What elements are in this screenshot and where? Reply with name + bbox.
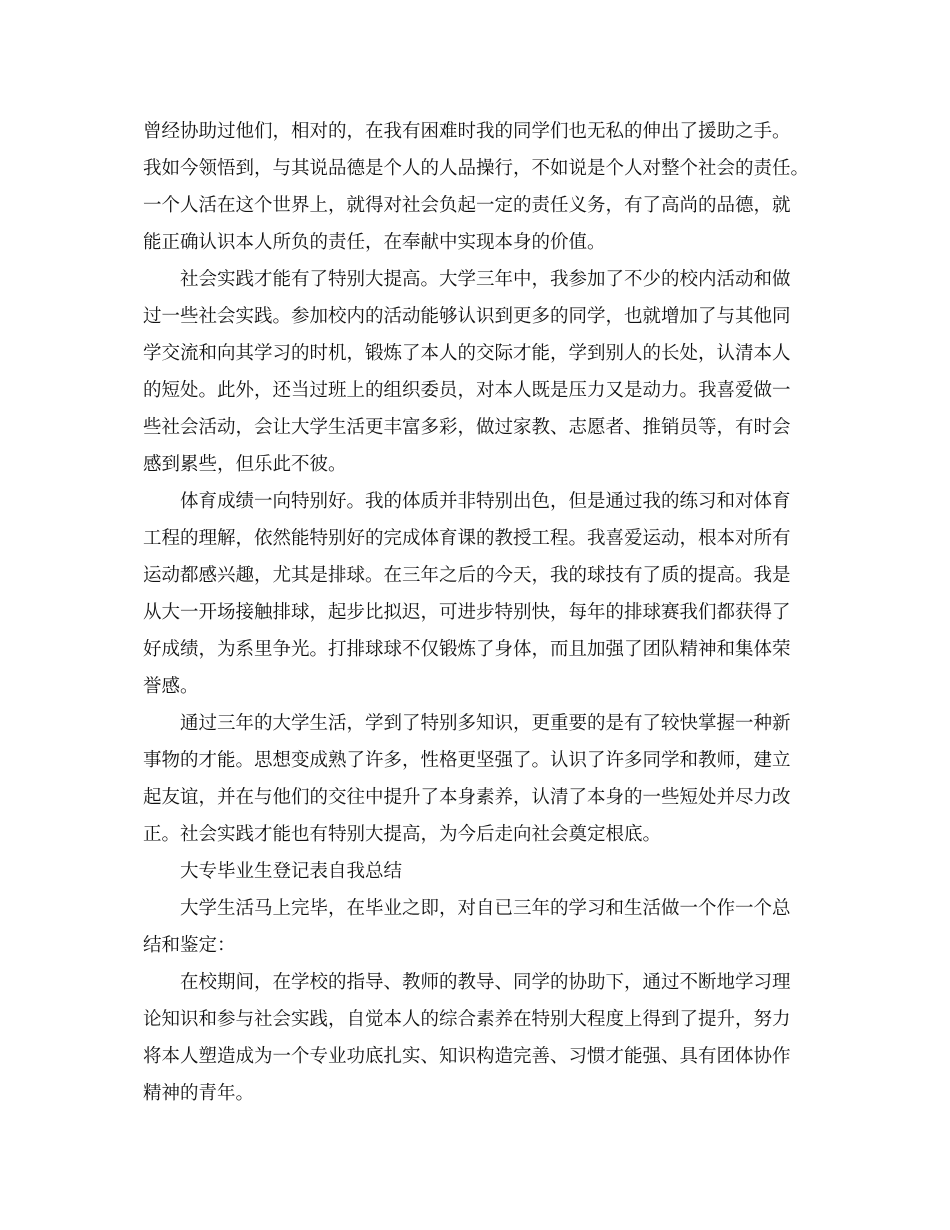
text-line: 曾经协助过他们，相对的，在我有困难时我的同学们也无私的伸出了援助之手。 [143,121,791,142]
paragraph-7 [143,964,813,1112]
text-line: 结和鉴定： [143,935,236,956]
text-line: 一个人活在这个世界上，就得对社会负起一定的责任义务，有了高尚的品德，就 [143,195,791,216]
paragraph-2 [143,261,813,483]
text-line: 通过三年的大学生活，学到了特别多知识，更重要的是有了较快掌握一种新 [180,713,791,734]
heading-text: 大专毕业生登记表自我总结 [180,861,403,882]
text-line: 我如今领悟到，与其说品德是个人的人品操行，不如说是个人对整个社会的责任。 [143,158,810,179]
text-line: 能正确认识本人所负的责任，在奉献中实现本身的价值。 [143,232,606,253]
text-line: 大学生活马上完毕，在毕业之即，对自已三年的学习和生活做一个作一个总 [180,898,791,919]
text-line: 工程的理解，依然能特别好的完成体育课的教授工程。我喜爱运动，根本对所有 [143,528,791,549]
text-line: 感到累些，但乐此不彼。 [143,454,347,475]
text-line: 社会实践才能有了特别大提高。大学三年中，我参加了不少的校内活动和做 [180,269,791,290]
paragraph-1 [143,113,813,261]
text-line: 的短处。此外，还当过班上的组织委员，对本人既是压力又是动力。我喜爱做一 [143,380,791,401]
text-line: 将本人塑造成为一个专业功底扎实、知识构造完善、习惯才能强、具有团体协作 [143,1046,791,1067]
text-line: 过一些社会实践。参加校内的活动能够认识到更多的同学，也就增加了与其他同 [143,306,791,327]
text-line: 在校期间，在学校的指导、教师的教导、同学的协助下，通过不断地学习理 [180,972,791,993]
text-line: 运动都感兴趣，尤其是排球。在三年之后的今天，我的球技有了质的提高。我是 [143,565,791,586]
text-line: 从大一开场接触排球，起步比拟迟，可进步特别快，每年的排球赛我们都获得了 [143,602,791,623]
text-line: 起友谊，并在与他们的交往中提升了本身素养，认清了本身的一些短处并尽力改 [143,787,791,808]
text-line: 学交流和向其学习的时机，锻炼了本人的交际才能，学到别人的长处，认清本人 [143,343,791,364]
text-line: 誉感。 [143,676,199,697]
section-heading [143,853,813,890]
text-line: 好成绩，为系里争光。打排球球不仅锻炼了身体，而且加强了团队精神和集体荣 [143,639,791,660]
document-body [143,113,813,1112]
text-line: 正。社会实践才能也有特别大提高，为今后走向社会奠定根底。 [143,824,662,845]
text-line: 精神的青年。 [143,1083,255,1104]
text-line: 些社会活动，会让大学生活更丰富多彩，做过家教、志愿者、推销员等，有时会 [143,417,791,438]
text-line: 体育成绩一向特别好。我的体质并非特别出色，但是通过我的练习和对体育 [180,491,791,512]
paragraph-4 [143,705,813,853]
text-line: 论知识和参与社会实践，自觉本人的综合素养在特别大程度上得到了提升，努力 [143,1009,791,1030]
paragraph-6 [143,890,813,964]
text-line: 事物的才能。思想变成熟了许多，性格更坚强了。认识了许多同学和教师，建立 [143,750,791,771]
paragraph-3 [143,483,813,705]
